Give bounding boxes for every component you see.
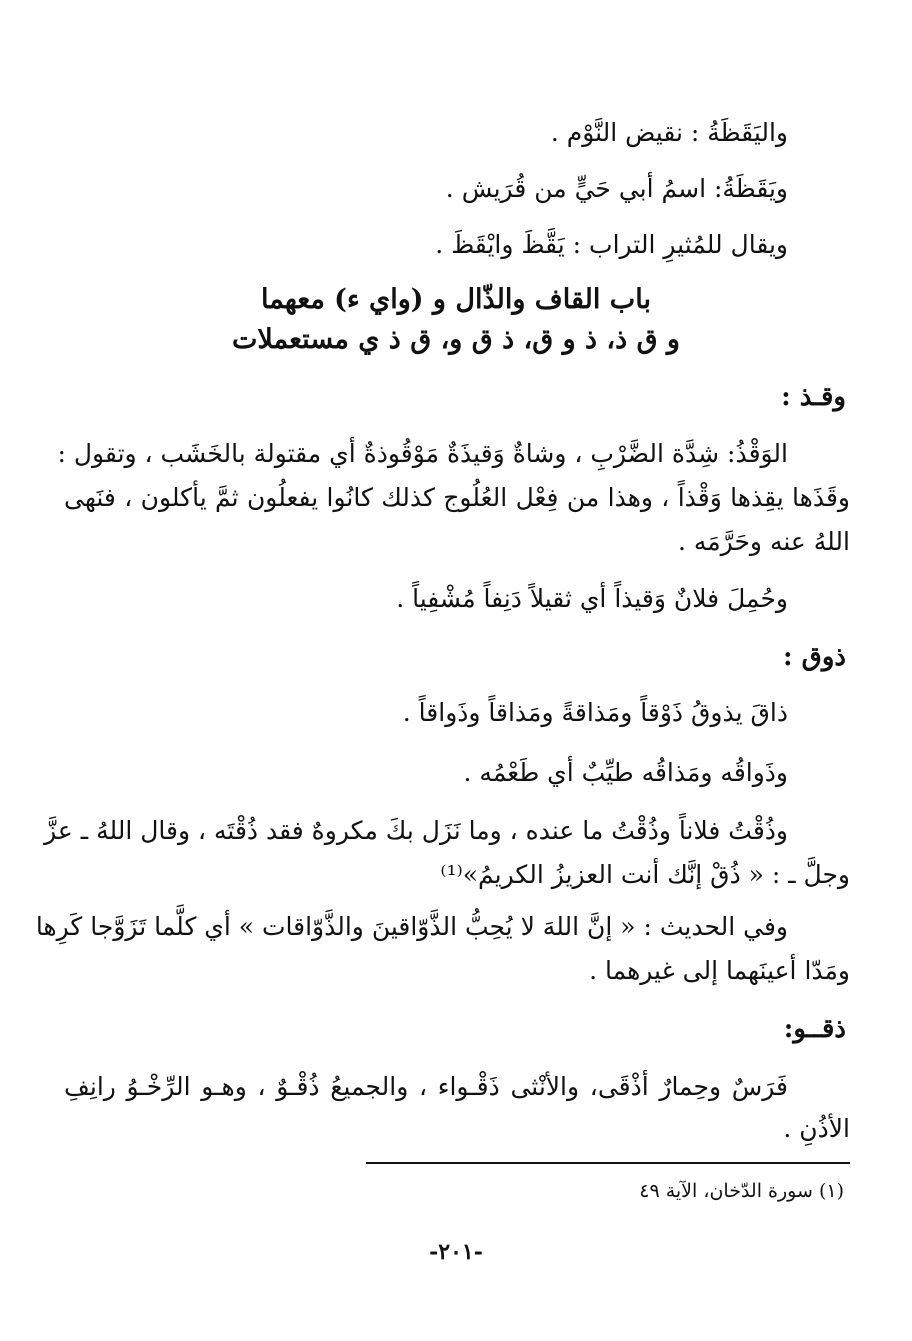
text-line: ذاقَ يذوقُ ذَوْقاً ومَذاقةً ومَذاقاً وذَواقاً . xyxy=(402,698,788,727)
text-line: وذَواقُه ومَذاقُه طيِّبٌ أي طَعْمُه . xyxy=(463,758,788,787)
section-heading-line2: و ق ذ، ذ و ق، ذ ق و، ق ذ ي مستعملات xyxy=(232,324,680,355)
footnote: (١) سورة الدّخان، الآية ٤٩ xyxy=(639,1180,844,1202)
text-line: وقَذَها يقِذها وَقْذاً ، وهذا من فِعْل العُلُوج كذلك كانُوا يفعلُون ثمَّ يأكلون ، فنَهى xyxy=(64,483,850,512)
text-line: واليَقَظَةُ : نقيض النَّوْم . xyxy=(550,118,788,147)
page-number: -٢٠١- xyxy=(429,1239,483,1265)
text-line: الأذُنِ . xyxy=(783,1114,850,1143)
section-heading-line1: باب القاف والذّال و (واي ء) معهما xyxy=(261,284,651,315)
text-line: ويَقَظَةُ: اسمُ أبي حَيٍّ من قُرَيش . xyxy=(445,174,788,203)
text-line: وحُمِلَ فلانٌ وَقيذاً أي ثقيلاً دَنِفاً مُشْفِياً . xyxy=(396,584,788,613)
text-line: وجلَّ ـ : « ذُقْ إنَّك أنت العزيزُ الكريمُ»⁽¹⁾ xyxy=(440,860,850,889)
text-line: اللهُ عنه وحَرَّمَه . xyxy=(677,527,850,556)
text-line: ويقال للمُثيرِ التراب : يَقَّظَ وايْقَظَ . xyxy=(435,230,788,259)
footnote-divider xyxy=(366,1162,850,1164)
text-line: وذُقْتُ فلاناً وذُقْتُ ما عنده ، وما نَزَل بكَ مكروهٌ فقد ذُقْتَه ، وقال اللهُ ـ عزَّ xyxy=(44,816,788,845)
entry-heading-wqdh: وقـذ : xyxy=(781,382,846,412)
text-line: الوَقْذُ: شِدَّة الضَّرْبِ ، وشاةٌ وَقيذَةٌ مَوْقُوذةٌ أي مقتولة بالخَشَب ، وتقول : xyxy=(57,439,788,468)
text-line: وفي الحديث : « إنَّ اللهَ لا يُحِبُّ الذَّوّاقينَ والذَّوّاقات » أي كلَّما تَزَوَّجا كَرِها xyxy=(35,912,788,941)
entry-heading-dhqw: ذقــو: xyxy=(783,1014,846,1044)
entry-heading-dhwq: ذوق : xyxy=(783,642,846,672)
text-line: ومَدّا أعينَهما إلى غيرهما . xyxy=(589,956,850,985)
text-line: فَرَسٌ وحِمارٌ أذْقَى، والأنْثى ذَقْـواء ، والجميعُ ذُقْـوٌ ، وهـو الرِّخْـوُ رانِفِ xyxy=(64,1072,788,1101)
